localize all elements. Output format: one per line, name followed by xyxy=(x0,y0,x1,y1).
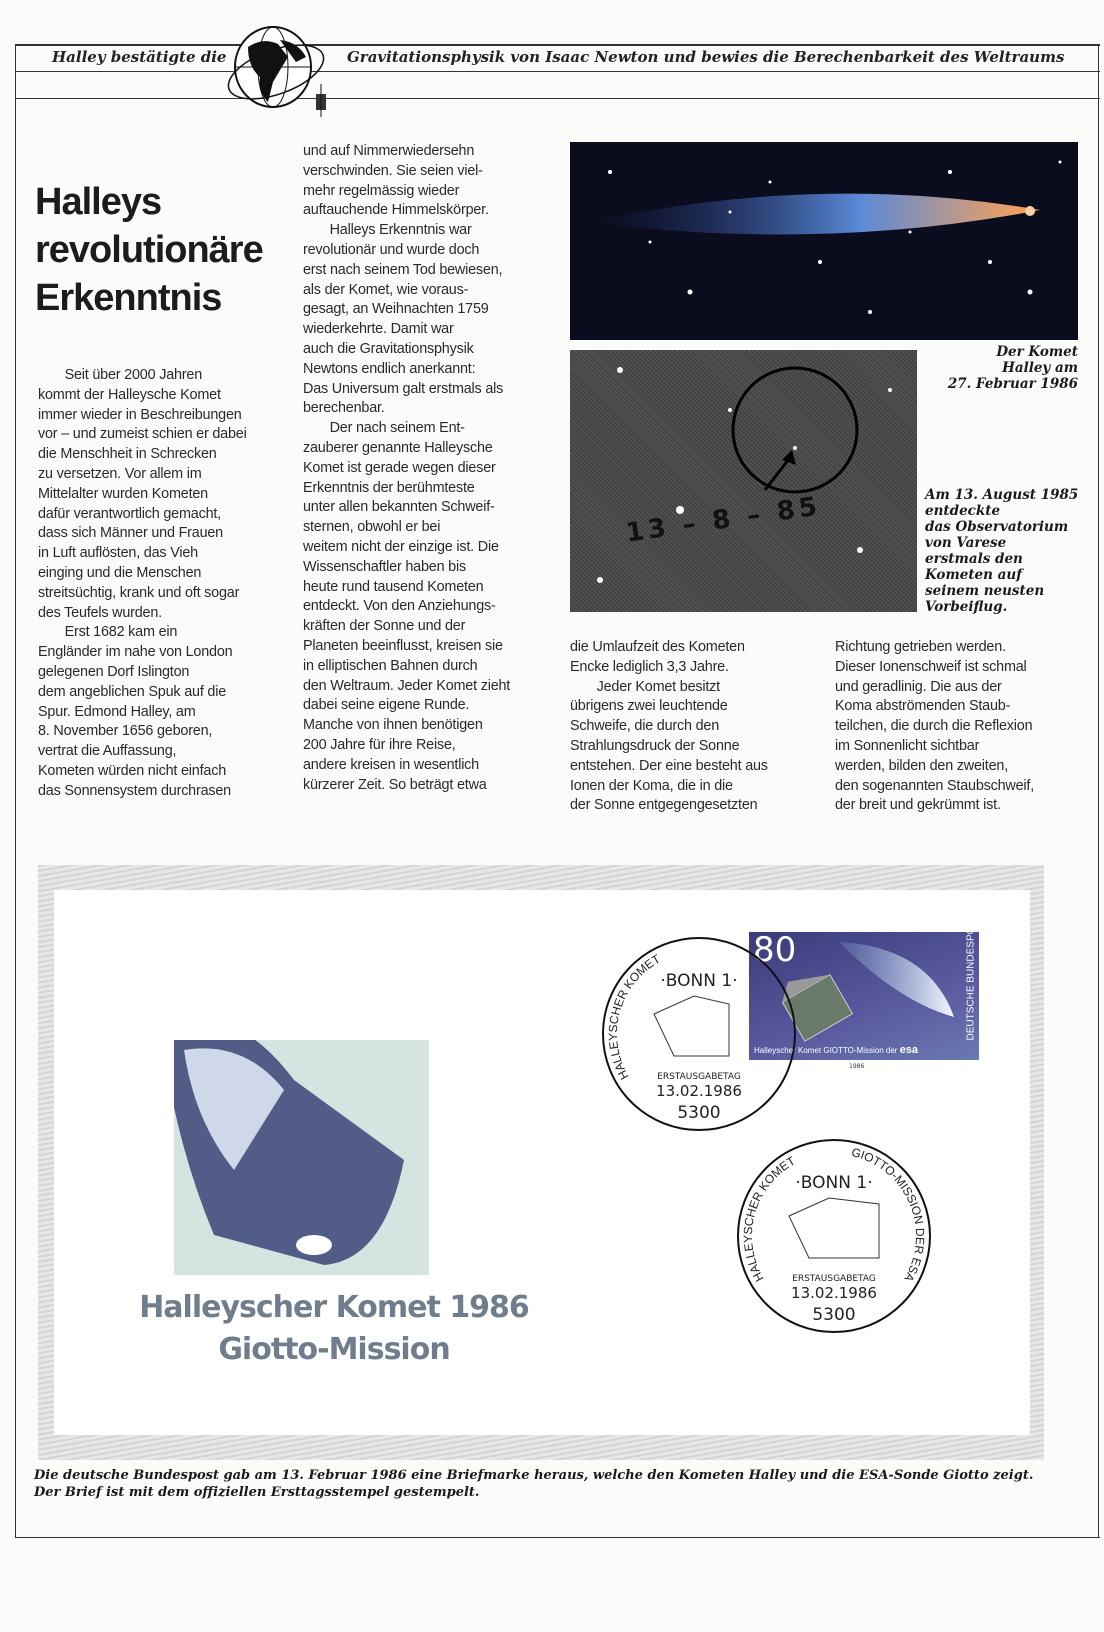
right-border xyxy=(1098,44,1099,1537)
stamp-country: DEUTSCHE BUNDESPOST xyxy=(965,913,977,1041)
stamp-value: 80 xyxy=(753,930,797,970)
postmark-city: ·BONN 1· xyxy=(795,1173,873,1193)
postmark-date: 13.02.1986 xyxy=(791,1284,877,1302)
svg-text:HALLEYSCHER KOMET xyxy=(606,951,663,1082)
cover-title-line1: Halleyscher Komet 1986 xyxy=(139,1290,529,1325)
discovery-circle-marker xyxy=(570,350,917,612)
postmark-zip: 5300 xyxy=(677,1103,721,1123)
postmark-date: 13.02.1986 xyxy=(656,1082,742,1100)
comet-photo-caption: Der Komet Halley am 27. Februar 1986 xyxy=(947,344,1078,392)
header-left-text: Halley bestätigte die xyxy=(52,48,227,66)
header-bottom-rule xyxy=(15,98,1100,99)
bottom-border xyxy=(15,1537,1100,1538)
postmark-label: ERSTAUSGABETAG xyxy=(657,1072,741,1082)
svg-text:GIOTTO-MISSION DER ESA xyxy=(850,1145,927,1284)
article-column-1: Seit über 2000 Jahren kommt der Halleysche Komet immer wieder in Beschreibungen vor – und zumeist schien er dabei die Menschheit in Schrecken zu versetzen. Vor allem im Mittelalter wurden Kometen dafür verantwortlich gemacht, dass sich Männer und Frauen in Luft auflösten, das Vieh einging und die Menschen streitsüchtig, krank und oft sogar des Teufels wurden. Erst 1682 kam ein Engländer im nahe von London gelegenen Dorf Islington dem angeblichen Spuk auf die Spur. Edmond Halley, am 8. November 1656 geboren, vertrat die Auffassung, Kometen würden nicht einfach das Sonnensystem durchrasen xyxy=(38,367,247,799)
discovery-photo-caption: Am 13. August 1985 entdeckte das Observatorium von Varese erstmals den Kometen auf seinem neusten Vorbeiflug. xyxy=(925,487,1079,615)
svg-text:HALLEYSCHER KOMET xyxy=(741,1153,798,1284)
article-column-2: und auf Nimmerwiedersehn verschwinden. Sie seien viel- mehr regelmässig wieder auftauchende Himmelskörper. Halleys Erkenntnis war revolutionär und wurde doch erst nach seinem Tod bewiesen, als der Komet, wie voraus- gesagt, an Weihnachten 1759 wiederkehrte. Damit war auch die Gravitationsphysik Newtons endlich anerkannt: Das Universum galt erstmals als berechenbar. Der nach seinem Ent- zauberer genannte Halleysche Komet ist gerade wegen dieser Erkenntnis der berühmteste unter allen bekannten Schweif- sternen, obwohl er bei weitem nicht der einzige ist. Die Wissenschaftler haben bis heute rund tausend Kometen entdeckt. Von den Anziehungs- kräften der Sonne und der Planeten beeinflusst, kreisen sie in elliptischen Bahnen durch den Weltraum. Jeder Komet zieht dabei seine eigene Runde. Manche von ihnen benötigen 200 Jahre für ihre Reise, andere kreisen in wesentlich kürzerer Zeit. So beträgt etwa xyxy=(303,143,511,793)
postmark-city: ·BONN 1· xyxy=(660,971,738,991)
article-column-3: die Umlaufzeit des Kometen Encke lediglich 3,3 Jahre. Jeder Komet besitzt übrigens zwei leuchtende Schweife, die durch den Strahlungsdruck der Sonne entstehen. Der eine besteht aus Ionen der Koma, die in die der Sonne entgegengesetzten xyxy=(570,639,768,814)
postmark-2 xyxy=(734,1136,934,1336)
postmark-right-text: GIOTTO-MISSION DER ESA xyxy=(850,1144,928,1285)
postmark-1 xyxy=(599,934,799,1134)
discovery-photo xyxy=(570,350,917,612)
globe-icon xyxy=(218,22,348,122)
postmark-left-text: HALLEYSCHER KOMET xyxy=(605,951,663,1083)
top-rule xyxy=(15,44,1100,46)
postmark-label: ERSTAUSGABETAG xyxy=(792,1274,876,1284)
esa-logo: esa xyxy=(899,1044,919,1056)
comet-image xyxy=(570,142,1078,340)
stamp-inscription: Halleyscher Komet GIOTTO-Mission der xyxy=(754,1046,898,1055)
comet-photo xyxy=(570,142,1078,340)
header-right-text: Gravitationsphysik von Isaac Newton und bewies die Berechenbarkeit des Weltraums xyxy=(347,48,1065,66)
article-title: Halleys revolutionäre Erkenntnis xyxy=(35,181,263,319)
postmark-zip: 5300 xyxy=(812,1305,856,1325)
header-rule xyxy=(15,71,1100,72)
giotto-probe-image xyxy=(174,1040,429,1275)
article-column-4: Richtung getrieben werden. Dieser Ionenschweif ist schmal und geradlinig. Die aus der Koma abströmenden Staub- teilchen, die durch die Reflexion im Sonnenlicht sichtbar werden, bilden den zweiten, den sogenannten Staubschweif, der breit und gekrümmt ist. xyxy=(835,639,1035,814)
footer-caption: Die deutsche Bundespost gab am 13. Februar 1986 eine Briefmarke heraus, welche den Kometen Halley und die ESA-Sonde Giotto zeigt. Der Brief ist mit dem offiziellen Ersttagsstempel gestempelt. xyxy=(34,1468,1034,1500)
postmark-left-text: HALLEYSCHER KOMET xyxy=(740,1153,798,1285)
stamp-year: 1986 xyxy=(849,1063,865,1070)
photo-date-label: 13 – 8 – 85 xyxy=(623,491,823,549)
first-day-cover xyxy=(54,890,1030,1435)
left-border xyxy=(15,44,16,1537)
cover-title-line2: Giotto-Mission xyxy=(218,1332,450,1367)
